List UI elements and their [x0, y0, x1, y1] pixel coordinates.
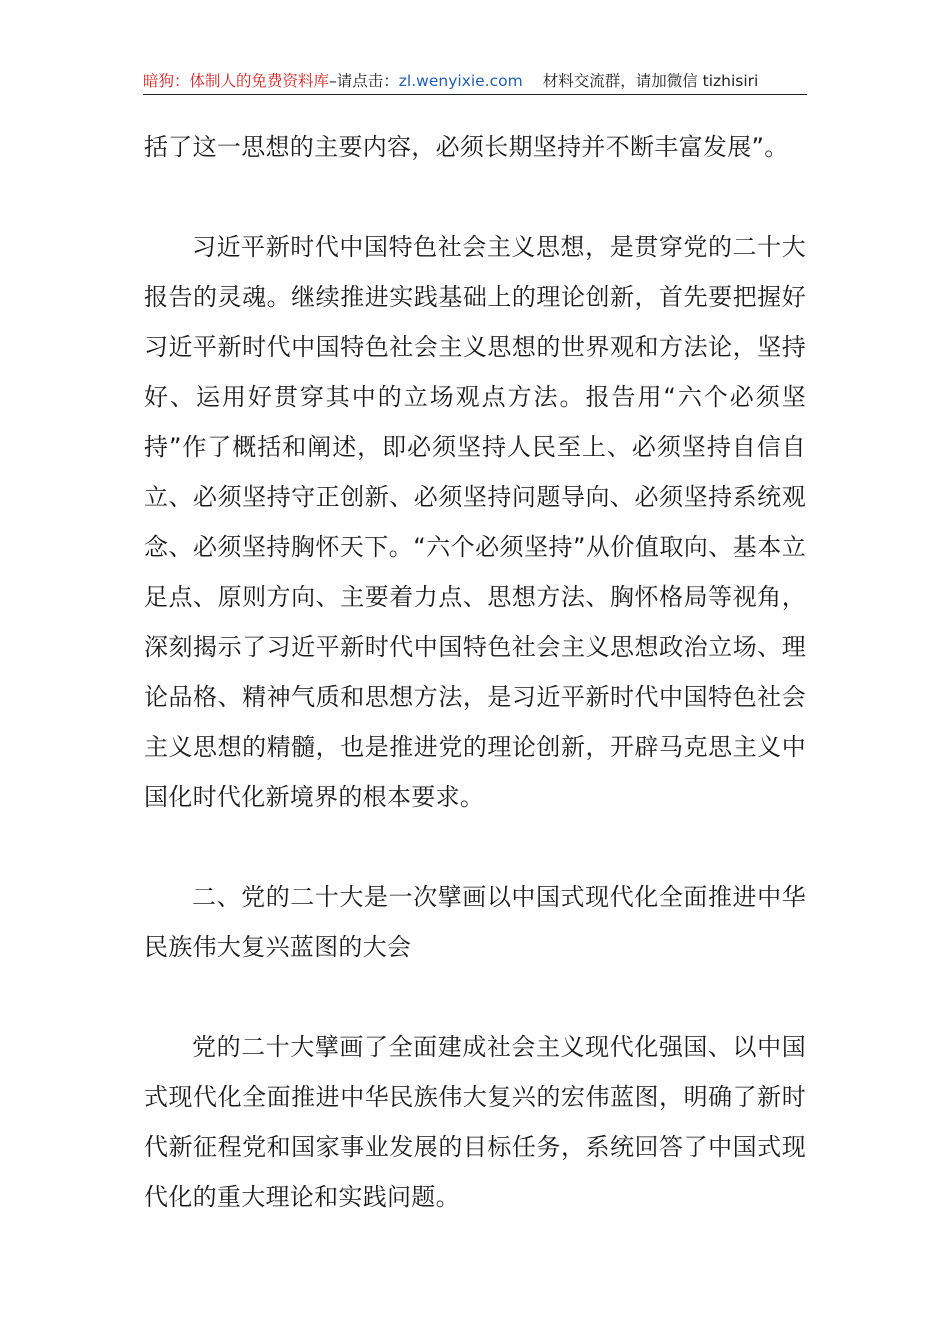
section-heading: 二、党的二十大是一次擘画以中国式现代化全面推进中华民族伟大复兴蓝图的大会 [144, 883, 806, 961]
document-body [144, 122, 806, 1222]
paragraph-thought: 习近平新时代中国特色社会主义思想，是贯穿党的二十大报告的灵魂。继续推进实践基础上的理论创新，首先要把握好习近平新时代中国特色社会主义思想的世界观和方法论，坚持好、运用好贯穿其中的立场观点方法。报告用“六个必须坚持”作了概括和阐述，即必须坚持人民至上、必须坚持自信自立、必须坚持守正创新、必须坚持问题导向、必须坚持系统观念、必须坚持胸怀天下。“六个必须坚持”从价值取向、基本立足点、原则方向、主要着力点、思想方法、胸怀格局等视角，深刻揭示了习近平新时代中国特色社会主义思想政治立场、理论品格、精神气质和思想方法，是习近平新时代中国特色社会主义思想的精髓，也是推进党的理论创新，开辟马克思主义中国化时代化新境界的根本要求。 [144, 233, 806, 811]
paragraph-blueprint: 党的二十大擘画了全面建成社会主义现代化强国、以中国式现代化全面推进中华民族伟大复兴的宏伟蓝图，明确了新时代新征程党和国家事业发展的目标任务，系统回答了中国式现代化的重大理论和实践问题。 [144, 1033, 806, 1211]
header-brand: 暗狗：体制人的免费资料库 [143, 72, 330, 90]
paragraph-gap [144, 822, 806, 872]
header-separator: –请点击： [329, 72, 399, 90]
header-link[interactable]: zl.wenyixie.com [398, 72, 523, 90]
paragraph-gap [144, 172, 806, 222]
page-header [143, 68, 807, 95]
paragraph-continuation: 括了这一思想的主要内容，必须长期坚持并不断丰富发展”。 [144, 133, 789, 161]
header-note: 材料交流群，请加微信 tizhisiri [542, 72, 759, 90]
paragraph-gap [144, 972, 806, 1022]
